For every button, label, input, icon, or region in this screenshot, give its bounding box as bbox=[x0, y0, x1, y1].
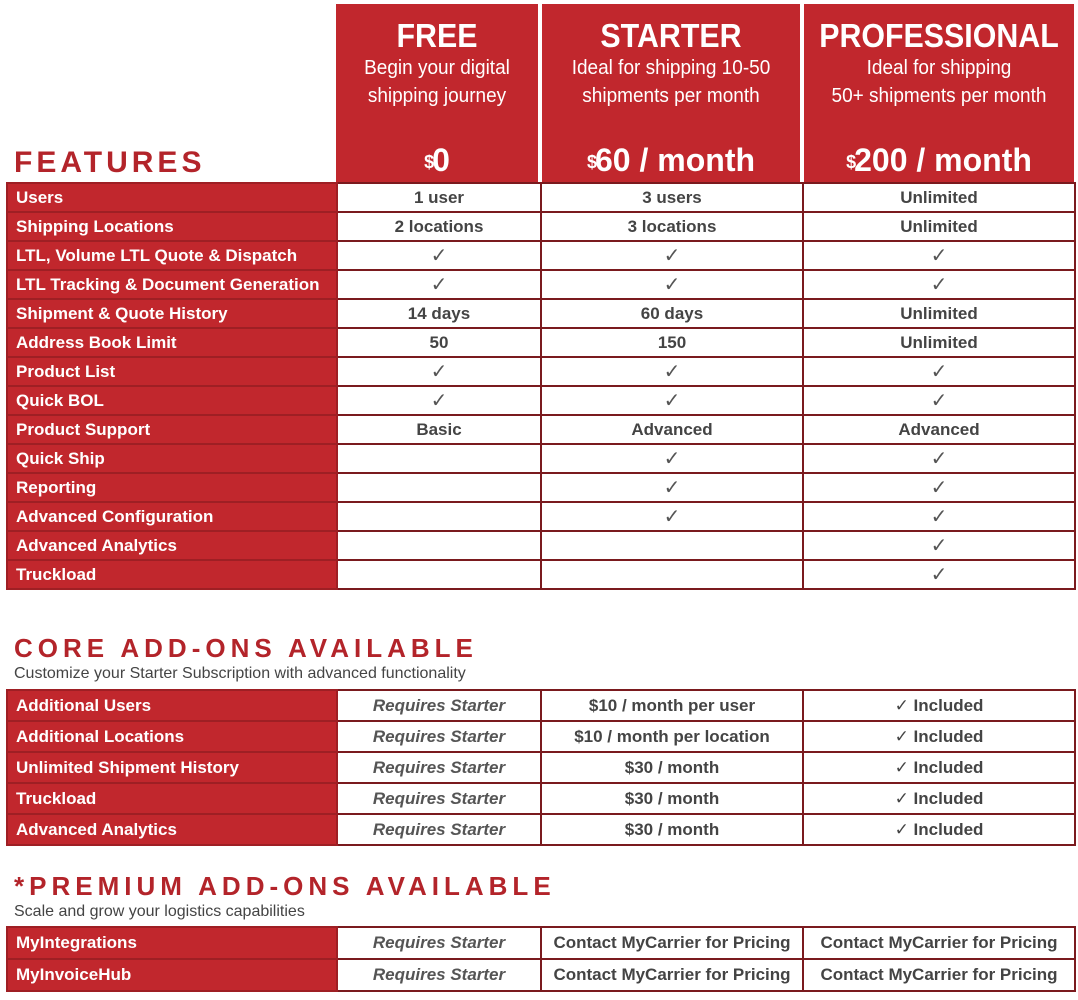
free-cell: Requires Starter bbox=[337, 690, 541, 721]
starter-cell bbox=[541, 531, 803, 560]
starter-cell: Contact MyCarrier for Pricing bbox=[541, 959, 803, 991]
table-row bbox=[7, 560, 1075, 589]
row-label: MyIntegrations bbox=[7, 927, 337, 959]
starter-cell: 60 days bbox=[541, 299, 803, 328]
free-cell: 1 user bbox=[337, 183, 541, 212]
table-row bbox=[7, 415, 1075, 444]
professional-cell: ✓ Included bbox=[803, 690, 1075, 721]
starter-cell: ✓ bbox=[541, 502, 803, 531]
professional-cell: ✓ Included bbox=[803, 814, 1075, 845]
free-cell bbox=[337, 531, 541, 560]
free-cell: Requires Starter bbox=[337, 783, 541, 814]
plan-tagline: Begin your digital bbox=[364, 57, 510, 79]
professional-cell: ✓ bbox=[803, 357, 1075, 386]
starter-cell: ✓ bbox=[541, 386, 803, 415]
free-cell bbox=[337, 560, 541, 589]
professional-cell: Contact MyCarrier for Pricing bbox=[803, 959, 1075, 991]
free-cell: ✓ bbox=[337, 270, 541, 299]
starter-cell bbox=[541, 560, 803, 589]
starter-cell: ✓ bbox=[541, 357, 803, 386]
row-label: Advanced Configuration bbox=[7, 502, 337, 531]
free-cell: Requires Starter bbox=[337, 927, 541, 959]
table-row bbox=[7, 183, 1075, 212]
professional-cell: Contact MyCarrier for Pricing bbox=[803, 927, 1075, 959]
professional-cell: ✓ Included bbox=[803, 752, 1075, 783]
plan-tagline: Ideal for shipping 10-50 bbox=[571, 57, 771, 79]
professional-cell: ✓ bbox=[803, 502, 1075, 531]
table-row bbox=[7, 241, 1075, 270]
table-row bbox=[7, 473, 1075, 502]
plan-professional-header bbox=[804, 4, 1074, 182]
starter-cell: Advanced bbox=[541, 415, 803, 444]
core-addons-title: CORE ADD-ONS AVAILABLE bbox=[14, 633, 478, 663]
professional-cell: ✓ bbox=[803, 241, 1075, 270]
free-cell: ✓ bbox=[337, 241, 541, 270]
plan-tagline: Ideal for shipping bbox=[866, 57, 1012, 79]
starter-cell: 3 locations bbox=[541, 212, 803, 241]
row-label: Reporting bbox=[7, 473, 337, 502]
professional-cell: Unlimited bbox=[803, 299, 1075, 328]
core-addons-subtitle: Customize your Starter Subscription with advanced functionality bbox=[14, 665, 466, 682]
starter-cell: 3 users bbox=[541, 183, 803, 212]
row-label: Unlimited Shipment History bbox=[7, 752, 337, 783]
premium-addons-table bbox=[6, 926, 1076, 992]
free-cell: Requires Starter bbox=[337, 752, 541, 783]
professional-cell: ✓ Included bbox=[803, 783, 1075, 814]
features-table bbox=[6, 182, 1076, 590]
starter-cell: $30 / month bbox=[541, 752, 803, 783]
professional-cell: Unlimited bbox=[803, 328, 1075, 357]
plan-tagline: shipments per month bbox=[582, 85, 760, 107]
plan-name: FREE bbox=[396, 17, 478, 54]
table-row bbox=[7, 444, 1075, 473]
row-label: LTL, Volume LTL Quote & Dispatch bbox=[7, 241, 337, 270]
table-row bbox=[7, 212, 1075, 241]
professional-cell: ✓ Included bbox=[803, 721, 1075, 752]
row-label: Additional Locations bbox=[7, 721, 337, 752]
free-cell: Requires Starter bbox=[337, 814, 541, 845]
row-label: Users bbox=[7, 183, 337, 212]
professional-cell: Advanced bbox=[803, 415, 1075, 444]
starter-cell: $30 / month bbox=[541, 783, 803, 814]
starter-cell: ✓ bbox=[541, 444, 803, 473]
row-label: MyInvoiceHub bbox=[7, 959, 337, 991]
row-label: Advanced Analytics bbox=[7, 531, 337, 560]
plan-price: $60 / month bbox=[586, 142, 756, 178]
free-cell: ✓ bbox=[337, 357, 541, 386]
free-cell: Basic bbox=[337, 415, 541, 444]
row-label: LTL Tracking & Document Generation bbox=[7, 270, 337, 299]
starter-cell: $10 / month per user bbox=[541, 690, 803, 721]
professional-cell: ✓ bbox=[803, 531, 1075, 560]
starter-cell: ✓ bbox=[541, 270, 803, 299]
table-row bbox=[7, 502, 1075, 531]
table-row bbox=[7, 357, 1075, 386]
plan-starter-header bbox=[542, 4, 800, 182]
starter-cell: ✓ bbox=[541, 241, 803, 270]
starter-cell: ✓ bbox=[541, 473, 803, 502]
row-label: Additional Users bbox=[7, 690, 337, 721]
row-label: Quick Ship bbox=[7, 444, 337, 473]
plan-tagline: shipping journey bbox=[367, 85, 507, 107]
table-row bbox=[7, 959, 1075, 991]
table-row bbox=[7, 927, 1075, 959]
starter-cell: $10 / month per location bbox=[541, 721, 803, 752]
row-label: Truckload bbox=[7, 560, 337, 589]
row-label: Quick BOL bbox=[7, 386, 337, 415]
free-cell: Requires Starter bbox=[337, 959, 541, 991]
table-row bbox=[7, 299, 1075, 328]
professional-cell: Unlimited bbox=[803, 212, 1075, 241]
table-row bbox=[7, 690, 1075, 721]
core-addons-table bbox=[6, 689, 1076, 846]
table-row bbox=[7, 328, 1075, 357]
table-row bbox=[7, 752, 1075, 783]
free-cell: 14 days bbox=[337, 299, 541, 328]
plan-name: PROFESSIONAL bbox=[819, 17, 1059, 54]
plan-price: $0 bbox=[424, 142, 450, 178]
professional-cell: ✓ bbox=[803, 560, 1075, 589]
free-cell: ✓ bbox=[337, 386, 541, 415]
starter-cell: 150 bbox=[541, 328, 803, 357]
free-cell: Requires Starter bbox=[337, 721, 541, 752]
professional-cell: ✓ bbox=[803, 473, 1075, 502]
premium-addons-subtitle: Scale and grow your logistics capabilities bbox=[14, 903, 305, 920]
free-cell bbox=[337, 444, 541, 473]
professional-cell: ✓ bbox=[803, 270, 1075, 299]
row-label: Truckload bbox=[7, 783, 337, 814]
plan-tagline: 50+ shipments per month bbox=[831, 85, 1047, 107]
plan-price: $200 / month bbox=[846, 142, 1032, 178]
premium-addons-title: *PREMIUM ADD-ONS AVAILABLE bbox=[14, 871, 556, 901]
table-row bbox=[7, 386, 1075, 415]
row-label: Shipment & Quote History bbox=[7, 299, 337, 328]
free-cell bbox=[337, 473, 541, 502]
row-label: Address Book Limit bbox=[7, 328, 337, 357]
free-cell bbox=[337, 502, 541, 531]
starter-cell: Contact MyCarrier for Pricing bbox=[541, 927, 803, 959]
table-row bbox=[7, 270, 1075, 299]
row-label: Product List bbox=[7, 357, 337, 386]
free-cell: 2 locations bbox=[337, 212, 541, 241]
professional-cell: ✓ bbox=[803, 444, 1075, 473]
table-row bbox=[7, 783, 1075, 814]
row-label: Shipping Locations bbox=[7, 212, 337, 241]
starter-cell: $30 / month bbox=[541, 814, 803, 845]
plan-name: STARTER bbox=[600, 17, 742, 54]
features-title: FEATURES bbox=[14, 146, 206, 179]
professional-cell: Unlimited bbox=[803, 183, 1075, 212]
table-row bbox=[7, 721, 1075, 752]
professional-cell: ✓ bbox=[803, 386, 1075, 415]
table-row bbox=[7, 814, 1075, 845]
row-label: Advanced Analytics bbox=[7, 814, 337, 845]
free-cell: 50 bbox=[337, 328, 541, 357]
row-label: Product Support bbox=[7, 415, 337, 444]
plan-free-header bbox=[336, 4, 538, 182]
table-row bbox=[7, 531, 1075, 560]
